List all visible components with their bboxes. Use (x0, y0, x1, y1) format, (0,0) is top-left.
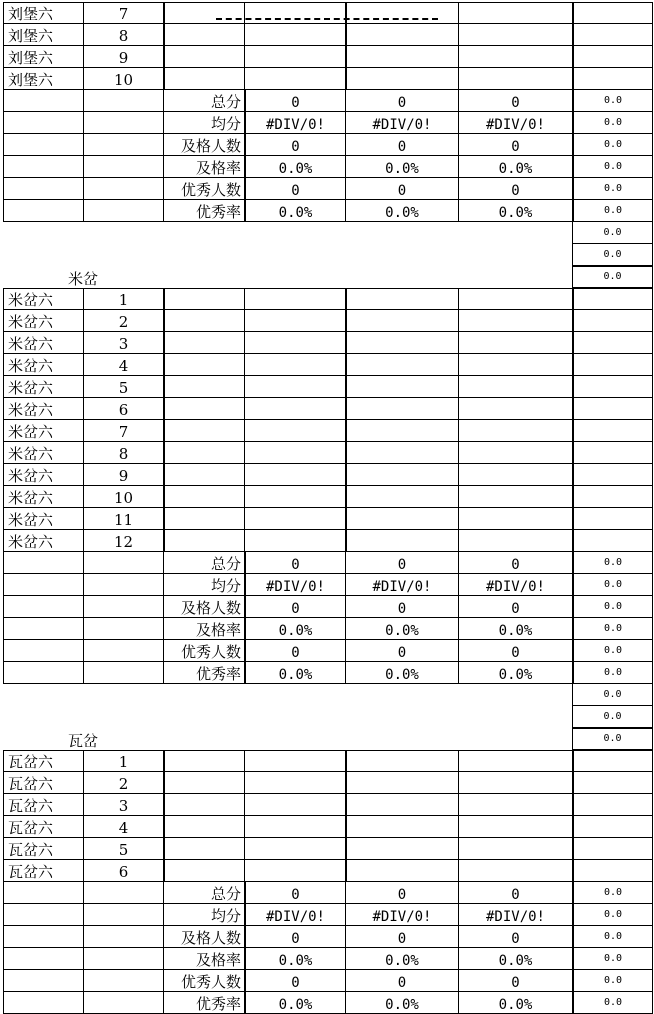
stat-value: 0 (458, 970, 572, 992)
student-number: 8 (83, 24, 163, 46)
stat-value: 0.0% (458, 948, 572, 970)
score-cell (345, 24, 458, 46)
student-number: 5 (83, 838, 163, 860)
student-school: 米岔六 (3, 310, 83, 332)
empty-cell (3, 970, 83, 992)
stat-label: 总分 (163, 882, 244, 904)
extra-cell (572, 2, 653, 24)
group-title: 瓦岔 (67, 732, 98, 750)
extra-cell (572, 68, 653, 90)
stat-value: 0.0% (244, 200, 345, 222)
empty-cell (83, 926, 163, 948)
student-school: 米岔六 (3, 354, 83, 376)
student-number: 5 (83, 376, 163, 398)
score-cell (458, 772, 572, 794)
student-school: 米岔六 (3, 288, 83, 310)
stat-extra: 0.0 (572, 222, 653, 244)
extra-cell (572, 310, 653, 332)
stat-value: 0.0% (345, 618, 458, 640)
empty-cell (3, 662, 83, 684)
stat-value: 0 (244, 596, 345, 618)
stat-value: 0 (458, 90, 572, 112)
extra-cell (572, 794, 653, 816)
empty-cell (83, 948, 163, 970)
stat-value: 0 (458, 552, 572, 574)
stat-value: 0 (458, 134, 572, 156)
score-cell (458, 530, 572, 552)
stat-value: 0 (345, 90, 458, 112)
score-cell (458, 332, 572, 354)
student-school: 刘堡六 (3, 2, 83, 24)
score-cell (244, 2, 345, 24)
student-number: 1 (83, 288, 163, 310)
empty-cell (163, 2, 244, 24)
stat-value: 0 (345, 882, 458, 904)
student-school: 瓦岔六 (3, 794, 83, 816)
score-cell (345, 332, 458, 354)
empty-cell (3, 574, 83, 596)
empty-cell (163, 24, 244, 46)
empty-cell (163, 442, 244, 464)
empty-cell (83, 596, 163, 618)
stat-value: 0.0% (345, 948, 458, 970)
score-cell (244, 442, 345, 464)
stat-value: 0 (458, 926, 572, 948)
stat-value: 0 (244, 552, 345, 574)
student-number: 4 (83, 816, 163, 838)
score-cell (345, 838, 458, 860)
student-number: 1 (83, 750, 163, 772)
stat-extra: 0.0 (572, 596, 653, 618)
stat-label: 及格率 (163, 156, 244, 178)
stat-value: 0 (244, 882, 345, 904)
empty-cell (3, 178, 83, 200)
student-number: 8 (83, 442, 163, 464)
student-school: 刘堡六 (3, 46, 83, 68)
extra-cell (572, 860, 653, 882)
empty-cell (83, 640, 163, 662)
score-cell (244, 68, 345, 90)
student-number: 11 (83, 508, 163, 530)
score-cell (458, 750, 572, 772)
student-school: 刘堡六 (3, 68, 83, 90)
stat-extra: 0.0 (572, 948, 653, 970)
stat-value: 0 (244, 134, 345, 156)
student-school: 米岔六 (3, 376, 83, 398)
extra-cell (572, 486, 653, 508)
extra-cell (572, 508, 653, 530)
extra-cell (572, 838, 653, 860)
student-school: 米岔六 (3, 332, 83, 354)
empty-cell (163, 420, 244, 442)
empty-cell (3, 640, 83, 662)
stat-label: 优秀率 (163, 992, 244, 1014)
stat-value: 0 (345, 178, 458, 200)
stat-extra: 0.0 (572, 112, 653, 134)
empty-cell (3, 882, 83, 904)
score-cell (244, 508, 345, 530)
stat-extra: 0.0 (572, 992, 653, 1014)
score-cell (244, 816, 345, 838)
score-cell (458, 838, 572, 860)
stat-value: 0 (244, 178, 345, 200)
score-cell (345, 486, 458, 508)
group-title: 米岔 (67, 270, 98, 288)
extra-cell (572, 464, 653, 486)
stat-label: 优秀率 (163, 200, 244, 222)
empty-cell (163, 310, 244, 332)
extra-cell (572, 332, 653, 354)
empty-cell (163, 860, 244, 882)
score-cell (458, 816, 572, 838)
student-number: 6 (83, 398, 163, 420)
stat-value: 0 (244, 970, 345, 992)
stat-label: 均分 (163, 112, 244, 134)
student-school: 米岔六 (3, 442, 83, 464)
student-number: 2 (83, 772, 163, 794)
score-cell (458, 486, 572, 508)
student-school: 米岔六 (3, 398, 83, 420)
extra-cell (572, 24, 653, 46)
stat-extra: 0.0 (572, 552, 653, 574)
score-cell (345, 794, 458, 816)
stat-value: 0.0% (244, 992, 345, 1014)
student-number: 9 (83, 464, 163, 486)
stat-value: 0.0% (244, 662, 345, 684)
stat-label: 优秀人数 (163, 178, 244, 200)
stat-value: #DIV/0! (345, 574, 458, 596)
stat-value: 0.0% (345, 662, 458, 684)
extra-cell (572, 442, 653, 464)
score-cell (345, 354, 458, 376)
empty-cell (163, 464, 244, 486)
empty-cell (83, 970, 163, 992)
extra-cell (572, 288, 653, 310)
score-cell (244, 376, 345, 398)
score-cell (244, 420, 345, 442)
score-cell (458, 68, 572, 90)
stat-value: 0 (244, 926, 345, 948)
stat-value: 0 (458, 640, 572, 662)
score-cell (345, 508, 458, 530)
score-cell (458, 420, 572, 442)
stat-value: 0 (345, 970, 458, 992)
empty-cell (163, 794, 244, 816)
stat-label: 及格人数 (163, 926, 244, 948)
stat-extra: 0.0 (572, 90, 653, 112)
student-school: 米岔六 (3, 420, 83, 442)
stat-label: 优秀人数 (163, 970, 244, 992)
empty-cell (83, 112, 163, 134)
stat-label: 总分 (163, 552, 244, 574)
stat-extra: 0.0 (572, 904, 653, 926)
stat-value: 0.0% (458, 992, 572, 1014)
stat-label: 及格率 (163, 948, 244, 970)
score-cell (244, 24, 345, 46)
empty-cell (3, 596, 83, 618)
score-cell (244, 860, 345, 882)
score-cell (345, 2, 458, 24)
stat-value: 0.0% (244, 618, 345, 640)
stat-value: 0 (345, 596, 458, 618)
student-school: 米岔六 (3, 530, 83, 552)
score-cell (244, 486, 345, 508)
score-cell (244, 354, 345, 376)
stat-value: 0.0% (244, 156, 345, 178)
empty-cell (163, 332, 244, 354)
student-school: 瓦岔六 (3, 816, 83, 838)
stat-extra: 0.0 (572, 640, 653, 662)
score-cell (458, 376, 572, 398)
extra-cell (572, 530, 653, 552)
student-number: 7 (83, 2, 163, 24)
stat-value: 0.0% (458, 156, 572, 178)
stat-value: 0.0% (244, 948, 345, 970)
empty-cell (83, 574, 163, 596)
stat-label: 总分 (163, 90, 244, 112)
student-number: 2 (83, 310, 163, 332)
score-cell (458, 2, 572, 24)
stat-extra: 0.0 (572, 134, 653, 156)
stat-extra: 0.0 (572, 178, 653, 200)
extra-cell (572, 398, 653, 420)
empty-cell (3, 90, 83, 112)
stat-extra: 0.0 (572, 156, 653, 178)
score-cell (244, 464, 345, 486)
stat-value: #DIV/0! (244, 904, 345, 926)
empty-cell (83, 662, 163, 684)
score-cell (345, 530, 458, 552)
score-cell (244, 46, 345, 68)
student-number: 10 (83, 68, 163, 90)
stat-extra: 0.0 (572, 684, 653, 706)
student-school: 米岔六 (3, 508, 83, 530)
student-number: 3 (83, 794, 163, 816)
empty-cell (3, 552, 83, 574)
stat-extra: 0.0 (572, 706, 653, 728)
empty-cell (163, 46, 244, 68)
score-cell (244, 332, 345, 354)
student-number: 12 (83, 530, 163, 552)
empty-cell (163, 838, 244, 860)
student-school: 瓦岔六 (3, 750, 83, 772)
extra-cell (572, 816, 653, 838)
score-cell (345, 860, 458, 882)
stat-extra: 0.0 (572, 200, 653, 222)
empty-cell (3, 200, 83, 222)
score-cell (345, 750, 458, 772)
score-cell (244, 772, 345, 794)
empty-cell (3, 618, 83, 640)
stat-label: 均分 (163, 904, 244, 926)
score-cell (458, 288, 572, 310)
score-cell (458, 354, 572, 376)
empty-cell (83, 904, 163, 926)
stat-value: #DIV/0! (458, 574, 572, 596)
score-cell (244, 288, 345, 310)
extra-cell (572, 772, 653, 794)
stat-value: 0 (458, 882, 572, 904)
score-cell (345, 310, 458, 332)
stat-extra: 0.0 (572, 266, 653, 288)
stat-extra: 0.0 (572, 882, 653, 904)
stat-value: 0.0% (345, 992, 458, 1014)
stat-label: 均分 (163, 574, 244, 596)
stat-extra: 0.0 (572, 618, 653, 640)
student-number: 7 (83, 420, 163, 442)
stat-value: #DIV/0! (458, 112, 572, 134)
empty-cell (163, 486, 244, 508)
extra-cell (572, 376, 653, 398)
student-school: 瓦岔六 (3, 860, 83, 882)
empty-cell (83, 178, 163, 200)
score-cell (244, 530, 345, 552)
empty-cell (83, 134, 163, 156)
score-cell (458, 794, 572, 816)
score-cell (458, 464, 572, 486)
stat-value: 0 (345, 134, 458, 156)
empty-cell (163, 750, 244, 772)
score-cell (244, 750, 345, 772)
student-number: 10 (83, 486, 163, 508)
stat-value: #DIV/0! (244, 574, 345, 596)
score-cell (458, 442, 572, 464)
stat-extra: 0.0 (572, 662, 653, 684)
extra-cell (572, 46, 653, 68)
stat-label: 及格率 (163, 618, 244, 640)
stat-value: #DIV/0! (345, 904, 458, 926)
stat-label: 优秀人数 (163, 640, 244, 662)
score-cell (244, 310, 345, 332)
empty-cell (3, 904, 83, 926)
stat-value: 0.0% (458, 200, 572, 222)
student-school: 米岔六 (3, 464, 83, 486)
stat-value: #DIV/0! (345, 112, 458, 134)
empty-cell (163, 288, 244, 310)
empty-cell (3, 112, 83, 134)
empty-cell (83, 882, 163, 904)
score-cell (345, 68, 458, 90)
score-cell (244, 794, 345, 816)
stat-value: 0 (345, 552, 458, 574)
empty-cell (163, 376, 244, 398)
stat-value: #DIV/0! (244, 112, 345, 134)
stat-extra: 0.0 (572, 970, 653, 992)
empty-cell (3, 948, 83, 970)
extra-cell (572, 354, 653, 376)
stat-extra: 0.0 (572, 728, 653, 750)
empty-cell (3, 134, 83, 156)
score-cell (458, 46, 572, 68)
score-cell (458, 398, 572, 420)
score-cell (244, 398, 345, 420)
empty-cell (3, 992, 83, 1014)
score-cell (345, 816, 458, 838)
stat-value: 0 (345, 640, 458, 662)
stat-value: 0.0% (345, 200, 458, 222)
empty-cell (83, 552, 163, 574)
extra-cell (572, 420, 653, 442)
extra-cell (572, 750, 653, 772)
score-cell (458, 24, 572, 46)
stat-value: #DIV/0! (458, 904, 572, 926)
score-cell (345, 442, 458, 464)
score-cell (345, 46, 458, 68)
score-cell (345, 464, 458, 486)
student-number: 4 (83, 354, 163, 376)
empty-cell (163, 530, 244, 552)
stat-extra: 0.0 (572, 574, 653, 596)
stat-value: 0 (244, 640, 345, 662)
empty-cell (163, 508, 244, 530)
empty-cell (163, 398, 244, 420)
student-number: 9 (83, 46, 163, 68)
score-cell (458, 860, 572, 882)
empty-cell (163, 68, 244, 90)
empty-cell (3, 156, 83, 178)
stat-value: 0.0% (345, 156, 458, 178)
score-cell (458, 310, 572, 332)
student-school: 刘堡六 (3, 24, 83, 46)
empty-cell (83, 200, 163, 222)
score-cell (345, 376, 458, 398)
score-cell (458, 508, 572, 530)
empty-cell (83, 156, 163, 178)
empty-cell (163, 816, 244, 838)
stat-value: 0.0% (458, 618, 572, 640)
empty-cell (163, 354, 244, 376)
stat-value: 0.0% (458, 662, 572, 684)
extra-cell (572, 728, 653, 750)
stat-value: 0 (244, 90, 345, 112)
empty-cell (3, 926, 83, 948)
stat-extra: 0.0 (572, 244, 653, 266)
score-cell (345, 420, 458, 442)
stat-label: 及格人数 (163, 596, 244, 618)
score-cell (244, 838, 345, 860)
student-school: 瓦岔六 (3, 772, 83, 794)
student-number: 6 (83, 860, 163, 882)
student-school: 米岔六 (3, 486, 83, 508)
empty-cell (83, 90, 163, 112)
student-number: 3 (83, 332, 163, 354)
student-school: 瓦岔六 (3, 838, 83, 860)
stat-value: 0 (458, 596, 572, 618)
empty-cell (163, 772, 244, 794)
score-cell (345, 398, 458, 420)
stat-extra: 0.0 (572, 926, 653, 948)
score-cell (345, 772, 458, 794)
empty-cell (83, 618, 163, 640)
stat-label: 优秀率 (163, 662, 244, 684)
stat-label: 及格人数 (163, 134, 244, 156)
extra-cell (572, 266, 653, 288)
empty-cell (83, 992, 163, 1014)
stat-value: 0 (345, 926, 458, 948)
score-cell (345, 288, 458, 310)
stat-value: 0 (458, 178, 572, 200)
